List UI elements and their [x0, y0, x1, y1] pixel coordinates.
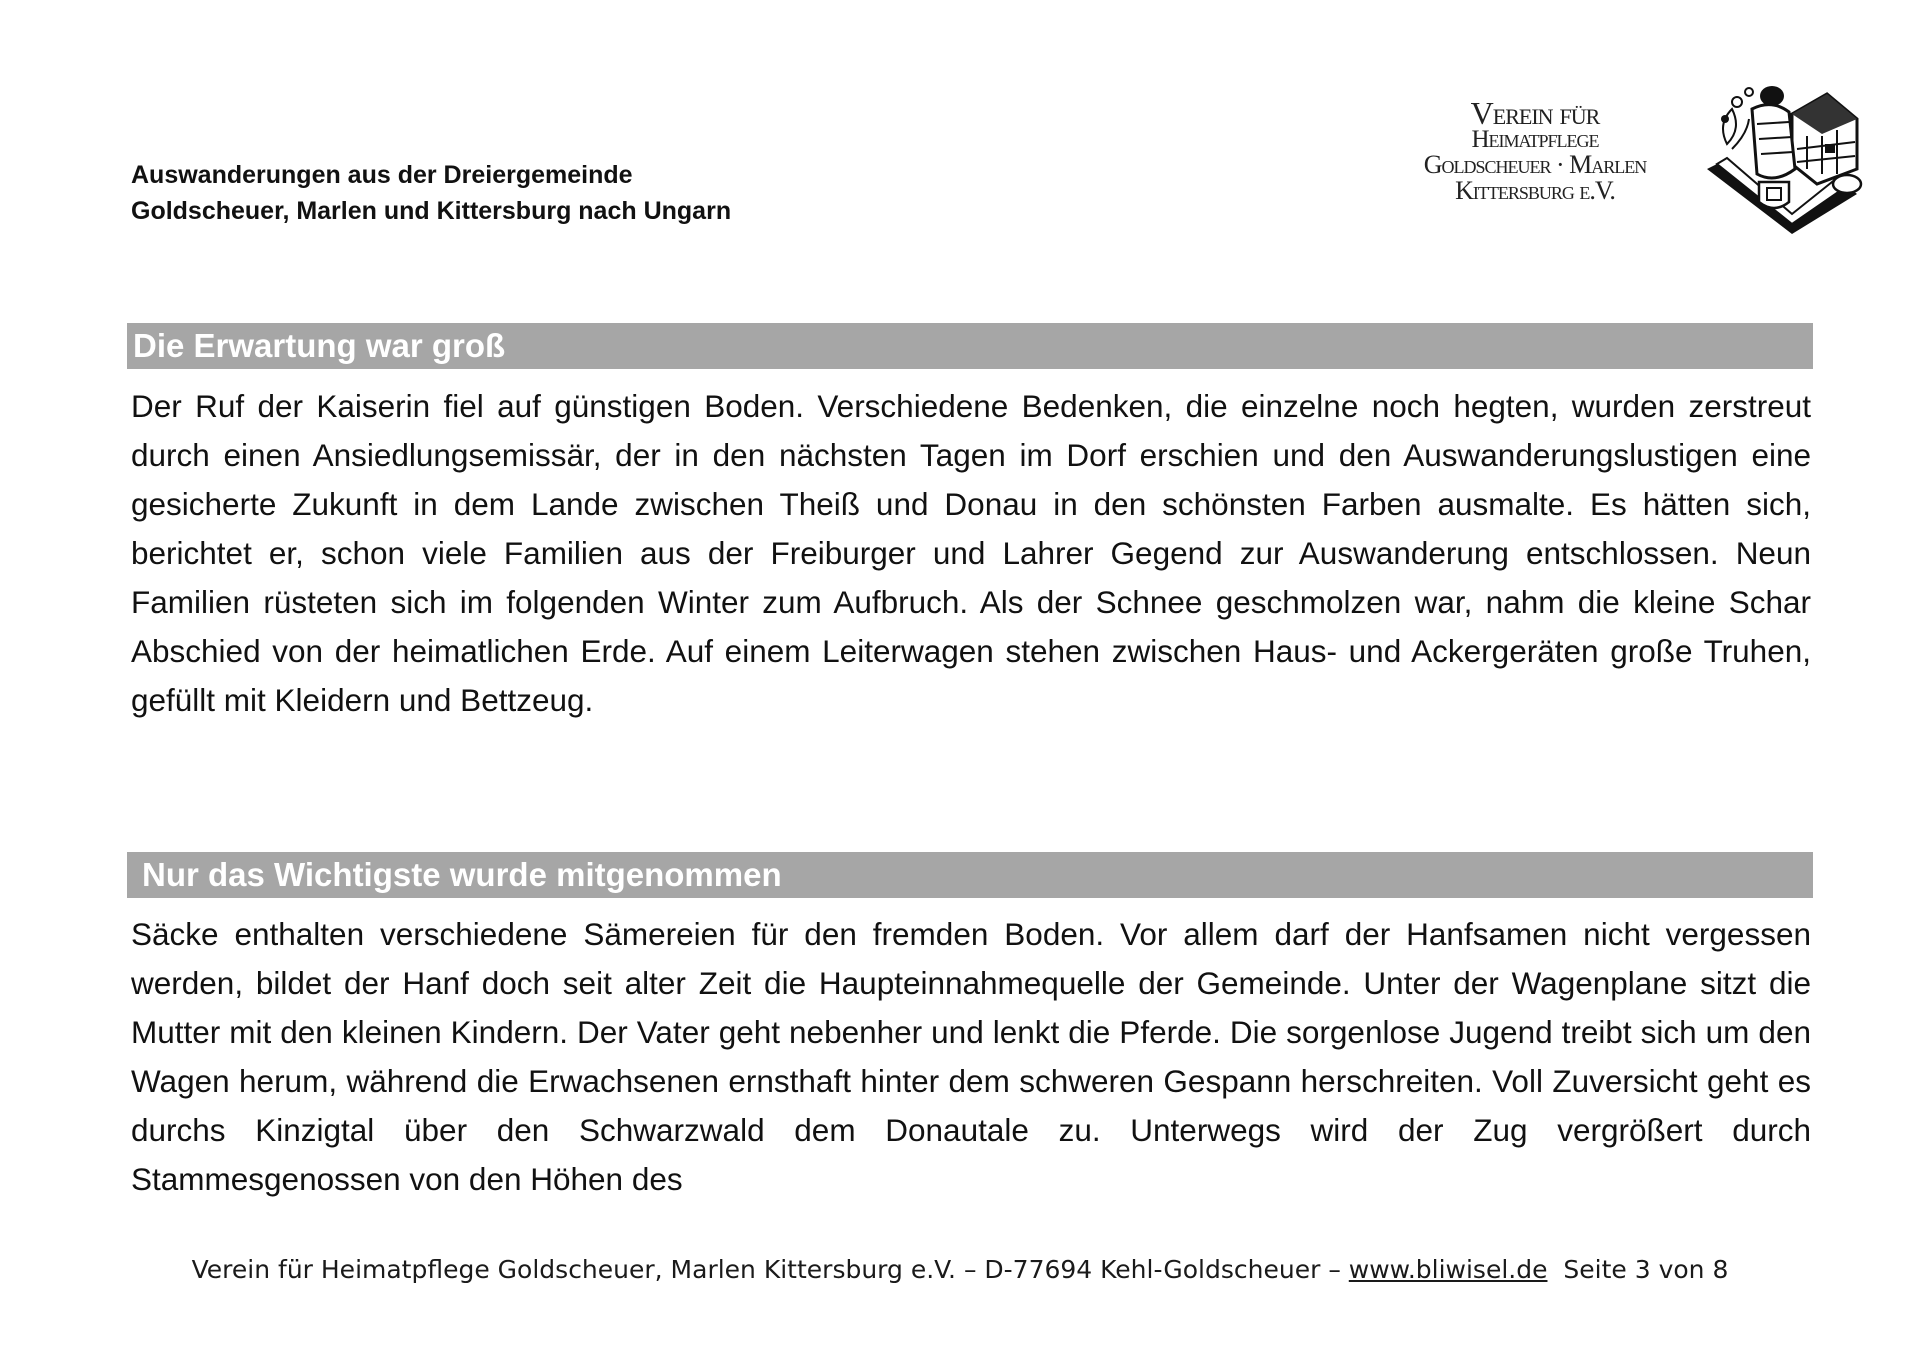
footer-text: Verein für Heimatpflege Goldscheuer, Marlen Kittersburg e.V. – D-77694 Kehl-Goldscheuer – [191, 1255, 1349, 1284]
document-title [131, 157, 1031, 229]
section-heading-2: Nur das Wichtigste wurde mitgenommen [127, 852, 1813, 898]
section-heading-1: Die Erwartung war groß [127, 323, 1813, 369]
section-body-1: Der Ruf der Kaiserin fiel auf günstigen Boden. Verschiedene Bedenken, die einzelne noch hegten, wurden zerstreut durch einen Ansiedlungsemissär, der in den nächsten Tagen im Dorf erschien und den Auswanderungslustigen eine gesicherte Zukunft in dem Lande zwischen Theiß und Donau in den schönsten Farben ausmalte. Es hätten sich, berichtet er, schon viele Familien aus der Freiburger und Lahrer Gegend zur Auswanderung entschlossen. Neun Familien rüsteten sich im folgenden Winter zum Aufbruch. Als der Schnee geschmolzen war, nahm die kleine Schar Abschied von der heimatlichen Erde. Auf einem Leiterwagen stehen zwischen Haus- und Ackergeräten große Truhen, gefüllt mit Kleidern und Bettzeug. [131, 388, 1811, 718]
logo-wordmark [1385, 95, 1685, 205]
page-number: Seite 3 von 8 [1563, 1255, 1729, 1284]
page-footer [0, 1253, 1920, 1287]
document-title-line-2: Goldscheuer, Marlen und Kittersburg nach Ungarn [131, 197, 732, 225]
logo-line-3: Goldscheuer · Marlen [1423, 150, 1647, 179]
village-emblem-icon [1697, 74, 1867, 244]
section-body-2: Säcke enthalten verschiedene Sämereien für den fremden Boden. Vor allem darf der Hanfsamen nicht vergessen werden, bildet der Hanf doch seit alter Zeit die Haupteinnahmequelle der Gemeinde. Unter der Wagenplane sitzt die Mutter mit den kleinen Kindern. Der Vater geht nebenher und lenkt die Pferde. Die sorgenlose Jugend treibt sich um den Wagen herum, während die Erwachsenen ernsthaft hinter dem schweren Gespann herschreiten. Voll Zuversicht geht es durchs Kinzigtal über den Schwarzwald dem Donautale zu. Unterwegs wird der Zug vergrößert durch Stammesgenossen von den Höhen des [131, 916, 1811, 1197]
association-logo [1385, 74, 1865, 244]
logo-line-1: Verein für [1470, 95, 1600, 131]
logo-line-2: Heimatpflege [1471, 126, 1599, 153]
logo-line-4: Kittersburg e.V. [1455, 176, 1615, 205]
website-link[interactable]: www.bliwisel.de [1348, 1255, 1548, 1284]
document-title-line-1: Auswanderungen aus der Dreiergemeinde [131, 161, 633, 189]
